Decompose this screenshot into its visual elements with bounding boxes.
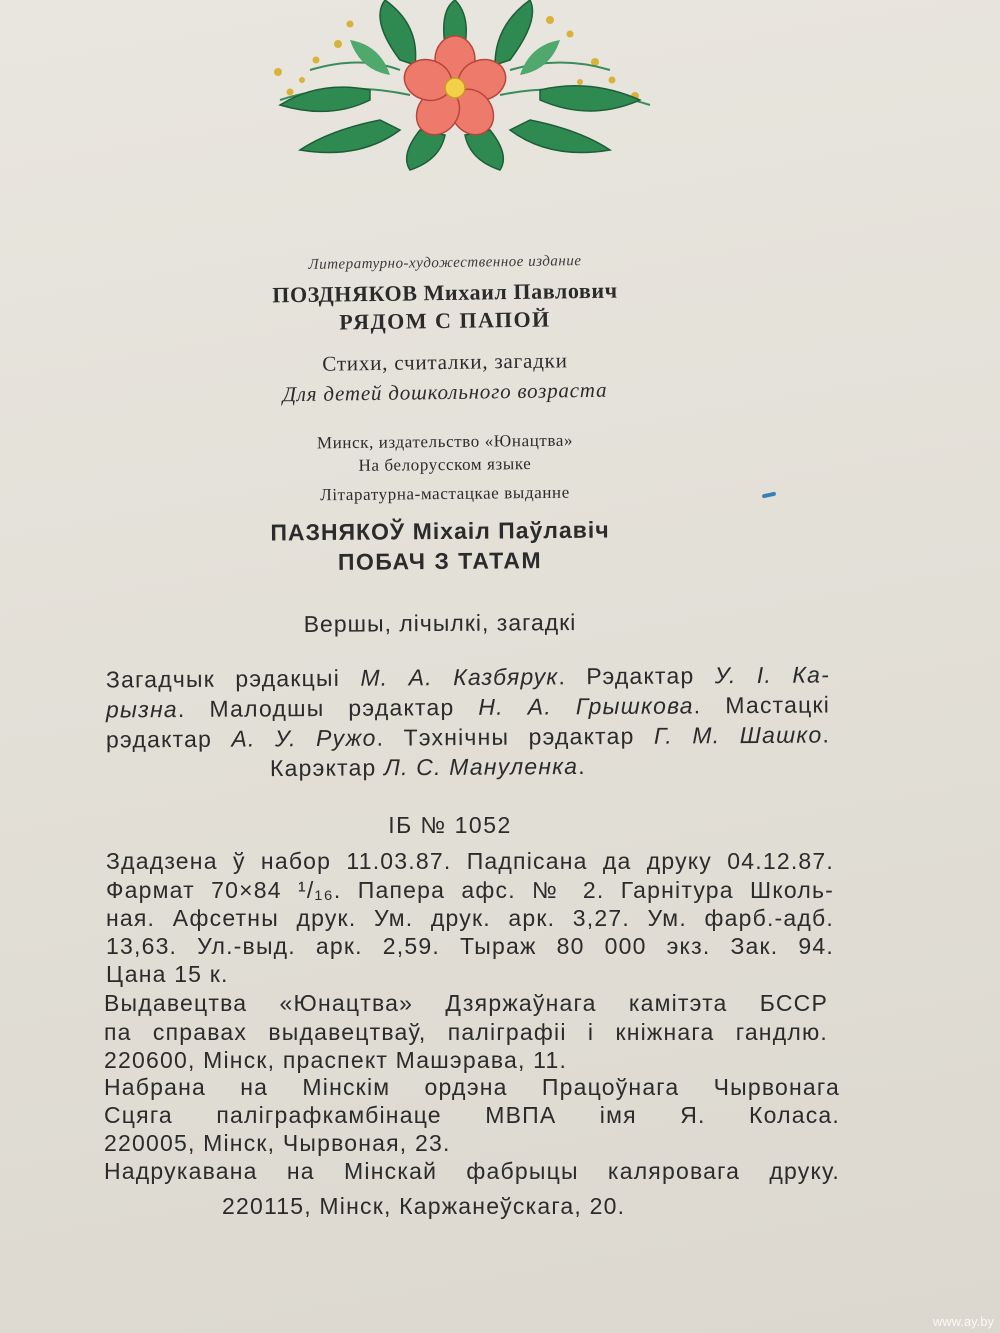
publisher-line: па справах выдавецтваў, паліграфіі і кніжнага гандлю. (104, 1019, 828, 1045)
spec-line: Фармат 70×84 ¹/₁₆. Папера афс. № 2. Гарнітура Школь- (106, 877, 834, 903)
spec-line: ная. Афсетны друк. Ум. друк. арк. 3,27. Ум. фарб.-адб. (106, 905, 834, 931)
floral-ornament-icon (250, 0, 660, 175)
credits-line: рызна. Малодшы рэдактар Н. А. Грышкова. Мастацкі (105, 691, 831, 723)
publisher-line: 220600, Мінск, праспект Машэрава, 11. (104, 1047, 568, 1073)
ib-number: ІБ № 1052 (388, 812, 512, 838)
typesetter-line: Набрана на Мінскім ордэна Працоўнага Чырвонага (104, 1074, 840, 1100)
spec-line: Цана 15 к. (106, 961, 229, 987)
by-subtitle: Вершы, лічылкі, загадкі (303, 609, 577, 637)
printer-line: 220115, Мінск, Каржанеўскага, 20. (222, 1193, 626, 1219)
credits-line: рэдактар А. У. Ружо. Тэхнічны рэдактар Г. М. Шашко. (105, 721, 831, 753)
ink-mark (762, 492, 777, 499)
spec-line: 13,63. Ул.-выд. арк. 2,59. Тыраж 80 000 экз. Зак. 94. (106, 933, 834, 959)
by-author: ПАЗНЯКОЎ Міхаіл Паўлавіч (270, 516, 610, 546)
typesetter-line: 220005, Мінск, Чырвоная, 23. (104, 1130, 451, 1156)
printer-line: Надрукавана на Мінскай фабрыцы каляровага друку. (104, 1158, 840, 1184)
site-watermark: www.ay.by (932, 1314, 994, 1329)
by-genre: Літаратурна-мастацкае выданне (320, 482, 570, 505)
ru-genre: Литературно-художественное издание (308, 253, 582, 273)
credits-line: Карэктар Л. С. Мануленка. (269, 752, 586, 782)
ru-language: На белорусском языке (358, 454, 532, 475)
publisher-line: Выдавецтва «Юнацтва» Дзяржаўнага камітэта БССР (104, 990, 828, 1016)
ru-author: ПОЗДНЯКОВ Михаил Павлович (272, 277, 618, 308)
spec-line: Здадзена ў набор 11.03.87. Падпісана да друку 04.12.87. (106, 848, 834, 874)
credits-line: Загадчык рэдакцыі М. А. Казбярук. Рэдактар У. І. Ка- (105, 661, 831, 693)
ru-subtitle: Стихи, считалки, загадки (322, 348, 568, 376)
ru-audience: Для детей дошкольного возраста (282, 377, 608, 407)
by-title: ПОБАЧ З ТАТАМ (337, 547, 543, 575)
ru-title: РЯДОМ С ПАПОЙ (339, 306, 551, 335)
ru-publisher: Минск, издательство «Юнацтва» (316, 430, 574, 453)
typesetter-line: Сцяга паліграфкамбінаце МВПА імя Я. Коласа. (104, 1102, 840, 1128)
